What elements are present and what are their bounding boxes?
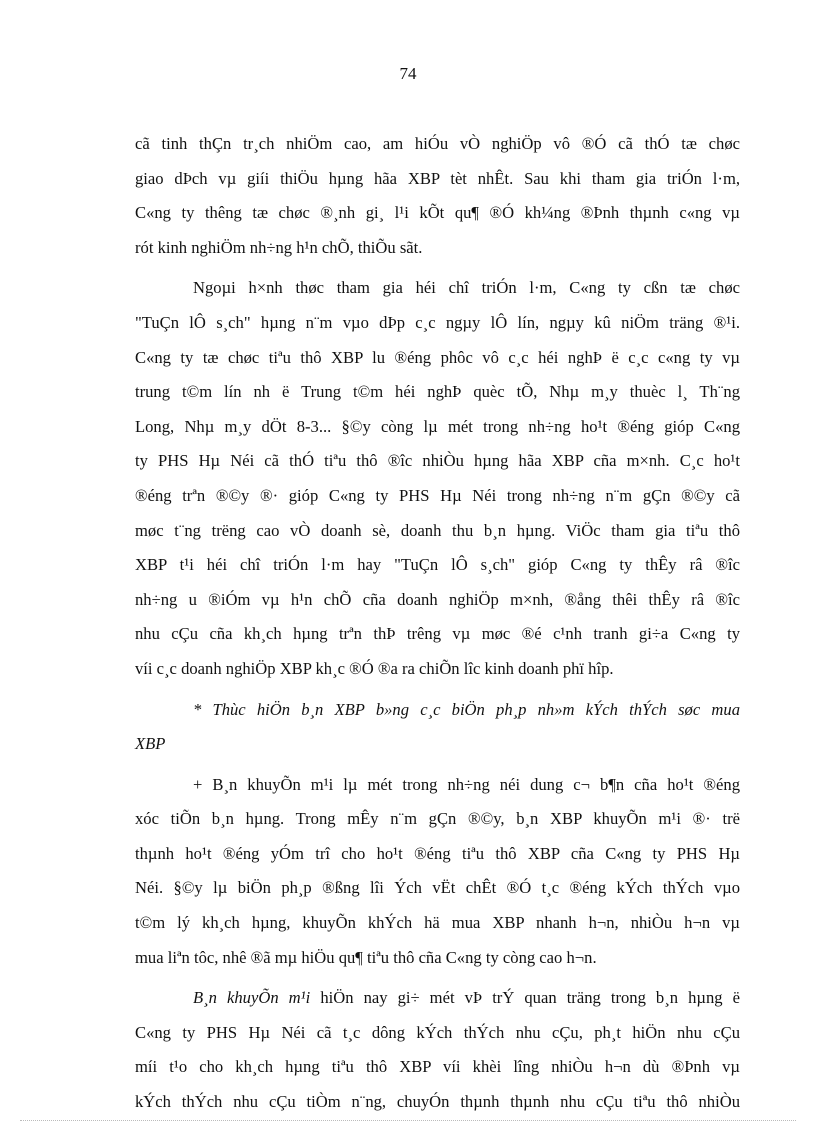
text-line: mua liªn tôc, nhê ®ã mµ hiÖu qu¶ tiªu thô cña C«ng ty còng cao h¬n.: [135, 947, 597, 967]
text-line: + B¸n khuyÕn m¹i lµ mét trong nh÷ng néi dung c¬ b¶n cña ho¹t ®éng: [193, 774, 740, 794]
text-line: nhu cÇu cña kh¸ch hµng trªn thÞ trêng vµ møc ®é c¹nh tranh gi÷a C«ng ty: [135, 624, 740, 644]
body-text: [135, 132, 740, 1125]
text-line: rót kinh nghiÖm nh÷ng h¹n chÕ, thiÕu sãt.: [135, 237, 423, 257]
text-line: møc t¨ng trëng cao vÒ doanh sè, doanh thu b¸n hµng. ViÖc tham gia tiªu thô: [135, 520, 740, 540]
text-line: XBP t¹i héi chî triÓn l·m hay "TuÇn lÔ s¸ch" gióp C«ng ty thÊy râ ®îc: [135, 555, 740, 575]
text-line: míi t¹o cho kh¸ch hµng tiªu thô XBP víi khèi lîng nhiÒu h¬n dù ®Þnh vµ: [135, 1057, 740, 1077]
text-line: XBP: [135, 734, 166, 754]
text-line: [135, 986, 740, 1010]
text-line: C«ng ty PHS Hµ Néi cã t¸c dông kÝch thÝch nhu cÇu, ph¸t hiÖn nhu cÇu: [135, 1022, 740, 1042]
text-line: kÝch thÝch nhu cÇu tiÒm n¨ng, chuyÓn thµnh thµnh nhu cÇu tiªu thô nhiÒu: [135, 1092, 740, 1112]
text-line: giao dÞch vµ giíi thiÖu hµng hãa XBP tèt nhÊt. Sau khi tham gia triÓn l·m,: [135, 168, 740, 188]
text-line: C«ng ty tæ chøc tiªu thô XBP lu ®éng phôc vô c¸c héi nghÞ ë c¸c c«ng ty vµ: [135, 347, 740, 367]
text-line: víi c¸c doanh nghiÖp XBP kh¸c ®Ó ®a ra chiÕn lîc kinh doanh phï hîp.: [135, 658, 614, 678]
text-line: Ngoµi h×nh thøc tham gia héi chî triÓn l·m, C«ng ty cßn tæ chøc: [193, 278, 740, 298]
text-line: Long, Nhµ m¸y dÖt 8-3... §©y còng lµ mét trong nh÷ng ho¹t ®éng gióp C«ng: [135, 416, 740, 436]
text-line: cã tinh thÇn tr¸ch nhiÖm cao, am hiÓu vÒ nghiÖp vô ®Ó cã thÓ tæ chøc: [135, 134, 740, 153]
text-line: * Thùc hiÖn b¸n XBP b»ng c¸c biÖn ph¸p nh»m kÝch thÝch søc mua: [193, 699, 740, 719]
text-line: thµnh ho¹t ®éng yÓm trî cho ho¹t ®éng tiªu thô XBP cña C«ng ty PHS Hµ: [135, 843, 740, 863]
page-bottom-rule: [20, 1120, 796, 1121]
text-line: Néi. §©y lµ biÖn ph¸p ®ßng lîi Ých vËt chÊt ®Ó t¸c ®éng kÝch thÝch vµo: [135, 878, 740, 898]
text-line: ®éng trªn ®©y ®· gióp C«ng ty PHS Hµ Néi trong nh÷ng n¨m gÇn ®©y cã: [135, 485, 740, 505]
text-line: "TuÇn lÔ s¸ch" hµng n¨m vµo dÞp c¸c ngµy lÔ lín, ngµy kû niÖm träng ®¹i.: [135, 312, 740, 332]
text-line: xóc tiÕn b¸n hµng. Trong mÊy n¨m gÇn ®©y, b¸n XBP khuyÕn m¹i ®· trë: [135, 809, 740, 829]
text-line: trung t©m lín nh ë Trung t©m héi nghÞ quèc tÕ, Nhµ m¸y thuèc l¸ Th¨ng: [135, 382, 740, 402]
text-line: ty PHS Hµ Néi cã thÓ tiªu thô ®îc nhiÒu hµng hãa XBP cña m×nh. C¸c ho¹t: [135, 451, 740, 471]
text-line: t©m lý kh¸ch hµng, khuyÕn khÝch hä mua XBP nhanh h¬n, nhiÒu h¬n vµ: [135, 913, 740, 933]
italic-lead: B¸n khuyÕn m¹i: [193, 988, 311, 1008]
page-number: 74: [399, 64, 417, 83]
text-line: C«ng ty thêng tæ chøc ®¸nh gi¸ l¹i kÕt qu¶ ®Ó kh¼ng ®Þnh thµnh c«ng vµ: [135, 203, 740, 223]
lead-rest: hiÖn nay gi÷ mét vÞ trÝ quan träng trong b¸n hµng ë: [310, 988, 740, 1008]
text-line: nh÷ng u ®iÓm vµ h¹n chÕ cña doanh nghiÖp m×nh, ®ång thêi thÊy râ ®îc: [135, 589, 740, 609]
